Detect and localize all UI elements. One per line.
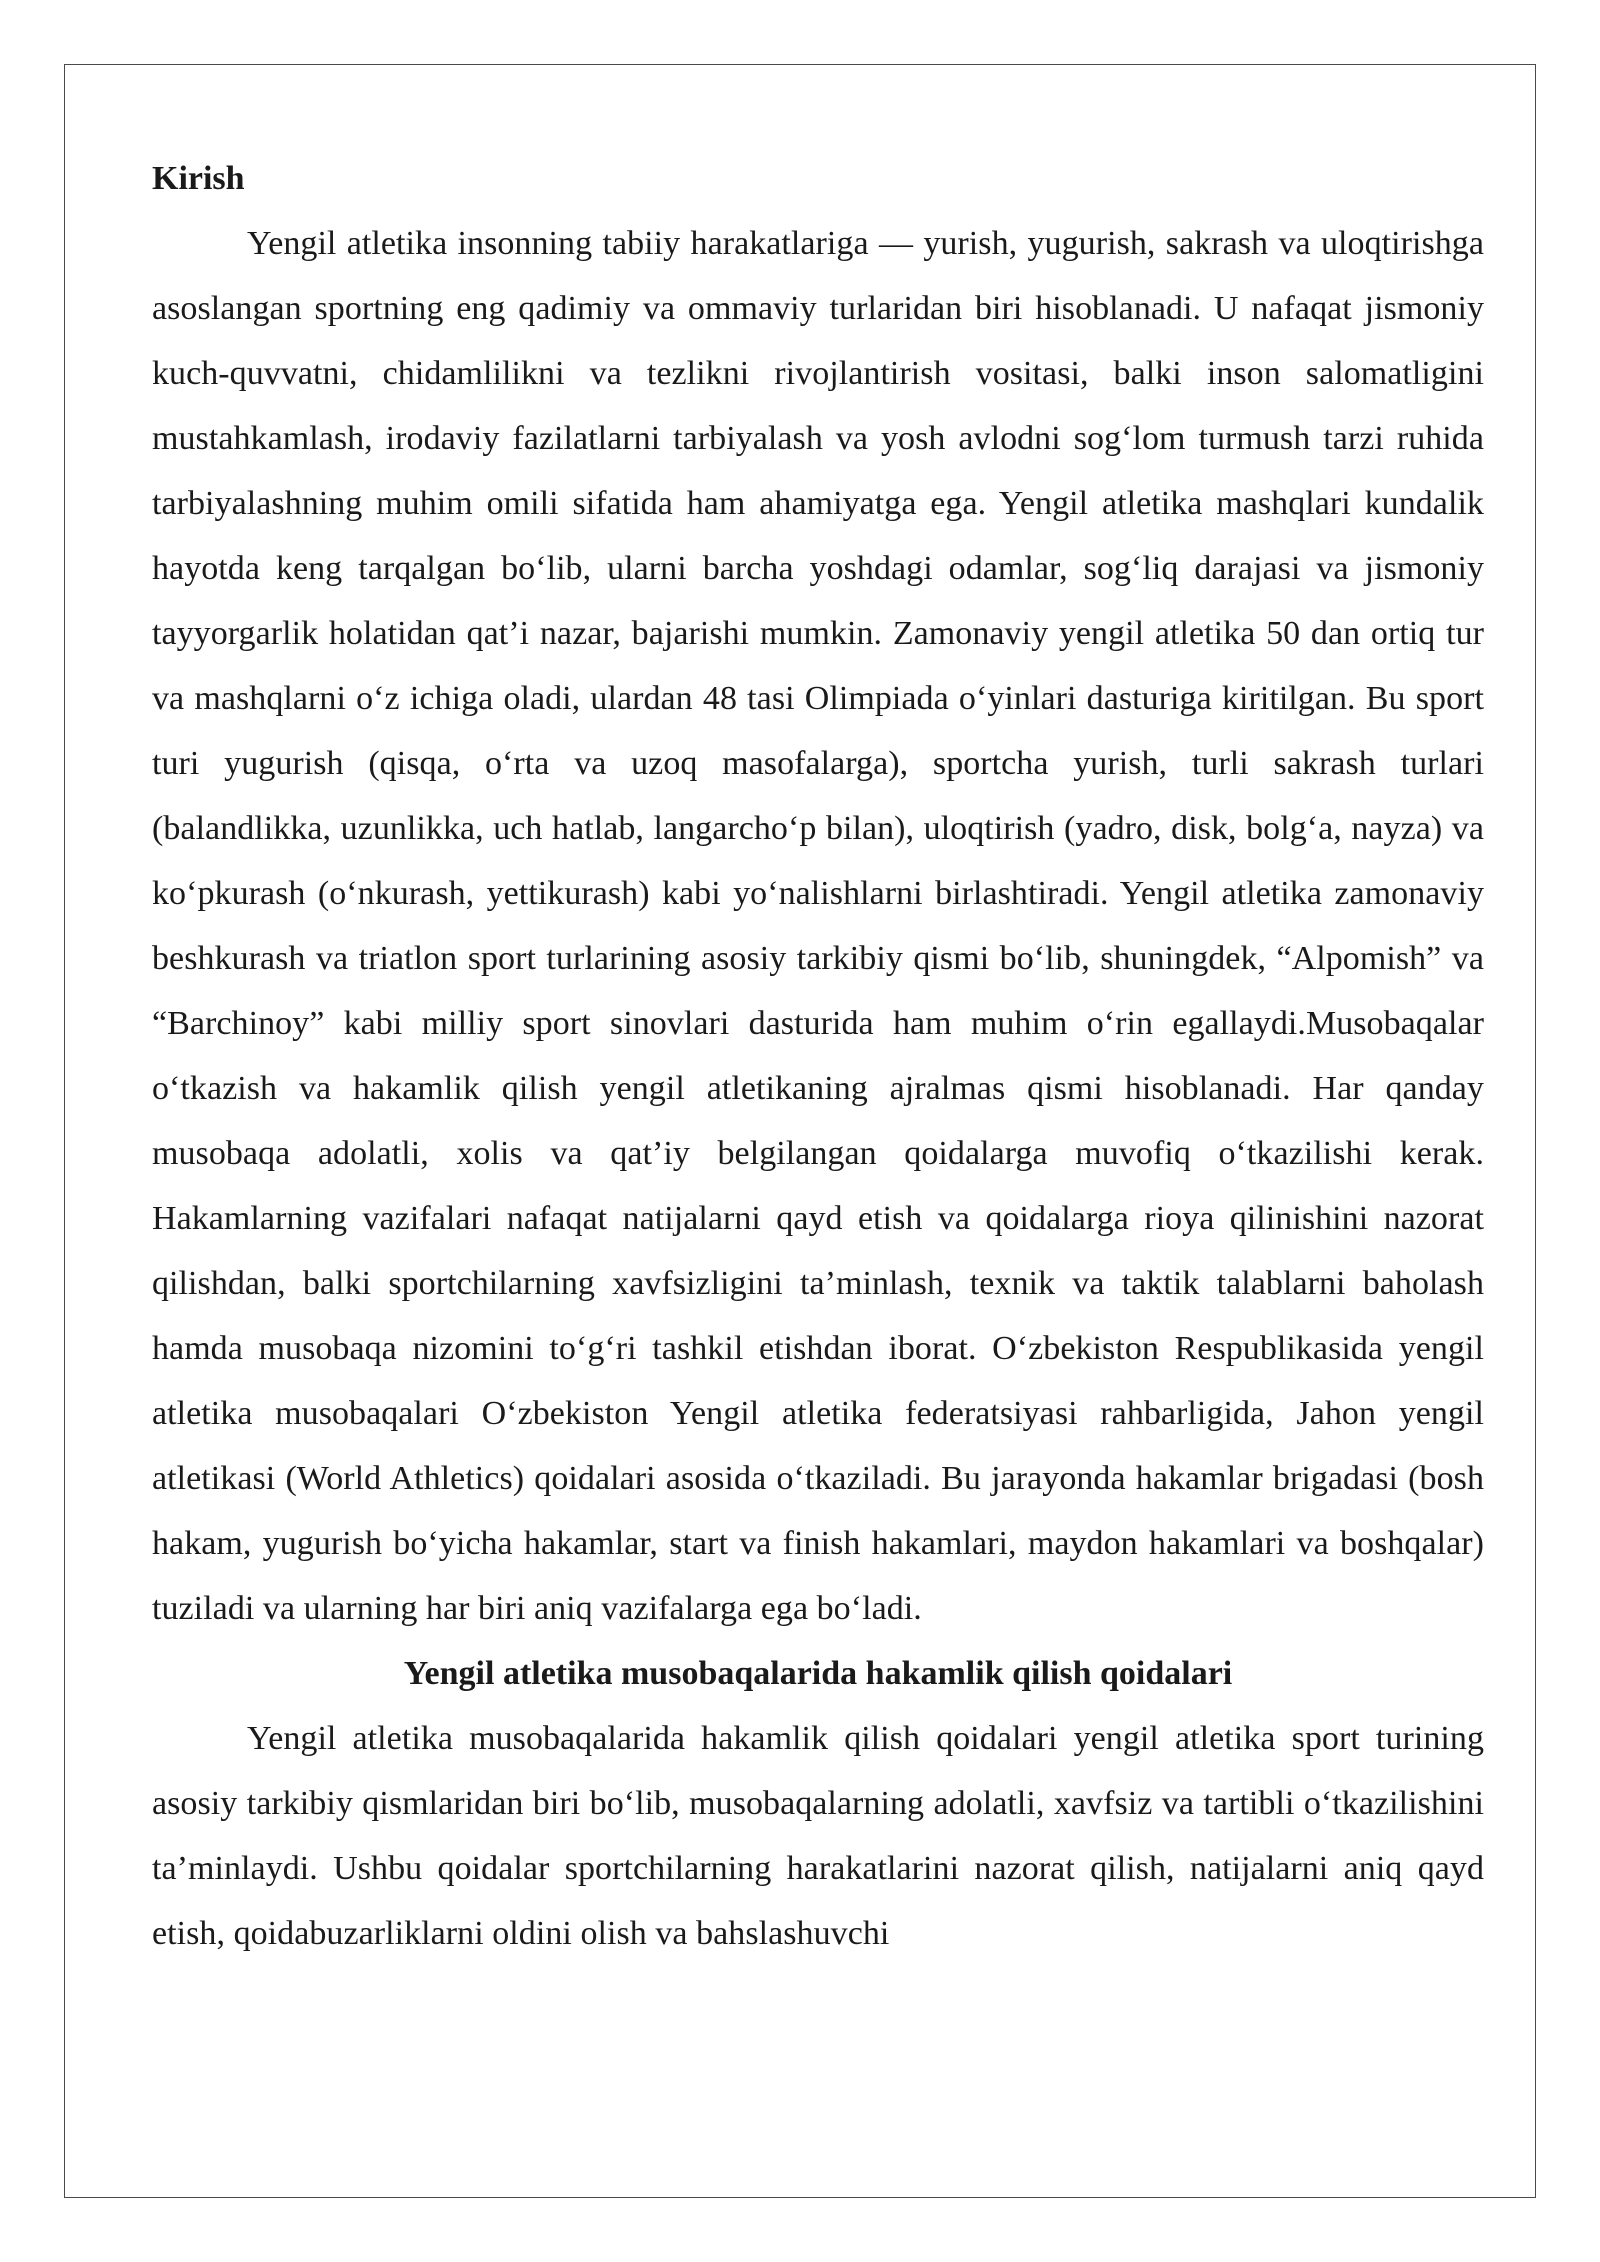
intro-paragraph: Yengil atletika insonning tabiiy harakatlariga — yurish, yugurish, sakrash va uloqtirishga asoslangan sportning eng qadimiy va ommaviy turlaridan biri hisoblanadi. U nafaqat jismoniy kuch-quvvatni, chidamlilikni va tezlikni rivojlantirish vositasi, balki inson salomatligini mustahkamlash, irodaviy fazilatlarni tarbiyalash va yosh avlodni sog‘lom turmush tarzi ruhida tarbiyalashning muhim omili sifatida ham ahamiyatga ega. Yengil atletika mashqlari kundalik hayotda keng tarqalgan bo‘lib, ularni barcha yoshdagi odamlar, sog‘liq darajasi va jismoniy tayyorgarlik holatidan qat’i nazar, bajarishi mumkin. Zamonaviy yengil atletika 50 dan ortiq tur va mashqlarni o‘z ichiga oladi, ulardan 48 tasi Olimpiada o‘yinlari dasturiga kiritilgan. Bu sport turi yugurish (qisqa, o‘rta va uzoq masofalarga), sportcha yurish, turli sakrash turlari (balandlikka, uzunlikka, uch hatlab, langarcho‘p bilan), uloqtirish (yadro, disk, bolg‘a, nayza) va ko‘pkurash (o‘nkurash, yettikurash) kabi yo‘nalishlarni birlashtiradi. Yengil atletika zamonaviy beshkurash va triatlon sport turlarining asosiy tarkibiy qismi bo‘lib, shuningdek, “Alpomish” va “Barchinoy” kabi milliy sport sinovlari dasturida ham muhim o‘rin egallaydi.Musobaqalar o‘tkazish va hakamlik qilish yengil atletikaning ajralmas qismi hisoblanadi. Har qanday musobaqa adolatli, xolis va qat’iy belgilangan qoidalarga muvofiq o‘tkazilishi kerak. Hakamlarning vazifalari nafaqat natijalarni qayd etish va qoidalarga rioya qilinishini nazorat qilishdan, balki sportchilarning xavfsizligini ta’minlash, texnik va taktik talablarni baholash hamda musobaqa nizomini to‘g‘ri tashkil etishdan iborat. O‘zbekiston Respublikasida yengil atletika musobaqalari O‘zbekiston Yengil atletika federatsiyasi rahbarligida, Jahon yengil atletikasi (World Athletics) qoidalari asosida o‘tkaziladi. Bu jarayonda hakamlar brigadasi (bosh hakam, yugurish bo‘yicha hakamlar, start va finish hakamlari, maydon hakamlari va boshqalar) tuziladi va ularning har biri aniq vazifalarga ega bo‘ladi. [152,225,1484,1627]
section-paragraph: Yengil atletika musobaqalarida hakamlik qilish qoidalari yengil atletika sport turining asosiy tarkibiy qismlaridan biri bo‘lib, musobaqalarning adolatli, xavfsiz va tartibli o‘tkazilishini ta’minlaydi. Ushbu qoidalar sportchilarning harakatlarini nazorat qilish, natijalarni aniq qayd etish, qoidabuzarliklarni oldini olish va bahslashuvchi [152,1720,1484,1952]
heading-kirish: Kirish [152,160,245,197]
document-body [152,146,1484,1966]
section-title: Yengil atletika musobaqalarida hakamlik qilish qoidalari [403,1655,1233,1692]
